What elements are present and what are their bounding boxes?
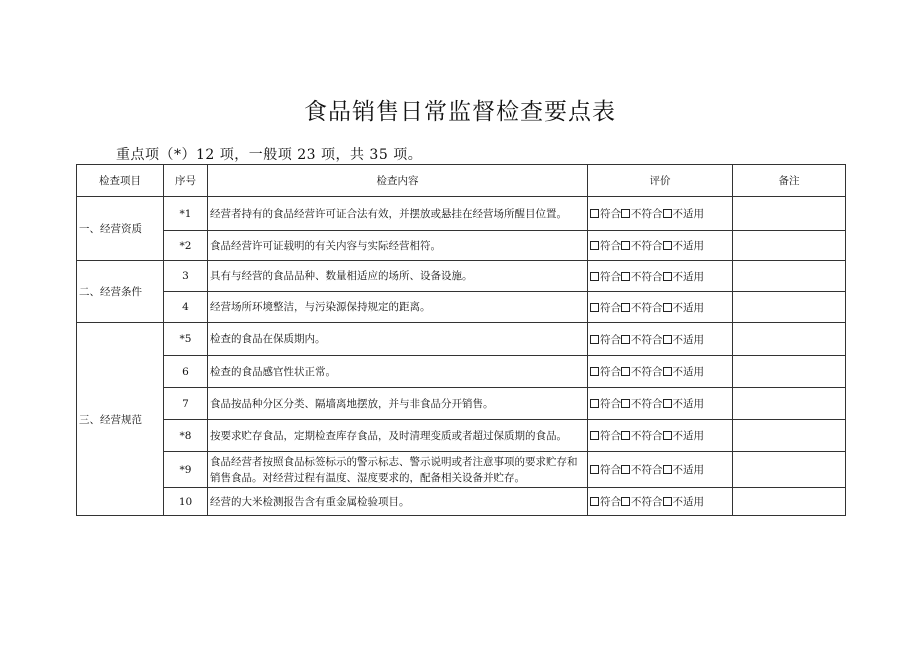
row-seq: *1: [164, 197, 208, 231]
checkbox-icon[interactable]: [663, 335, 672, 344]
inspection-table: [76, 164, 846, 516]
section-name: 一、经营资质: [77, 197, 164, 261]
header-item: 检查项目: [77, 165, 164, 197]
table-row: [77, 388, 846, 420]
checkbox-icon[interactable]: [590, 241, 599, 250]
checkbox-icon[interactable]: [590, 303, 599, 312]
evaluation-option-label: 符合: [600, 398, 621, 410]
row-remarks[interactable]: [733, 323, 846, 356]
row-evaluation: [588, 323, 733, 356]
row-remarks[interactable]: [733, 452, 846, 488]
checkbox-icon[interactable]: [590, 497, 599, 506]
evaluation-option-label: 不适用: [672, 333, 704, 346]
row-content: 食品经营者按照食品标签标示的警示标志、警示说明或者注意事项的要求贮存和销售食品。对经营过程有温度、湿度要求的，配备相关设备并贮存。: [208, 452, 588, 488]
checkbox-icon[interactable]: [663, 272, 672, 281]
evaluation-option-label: 符合: [600, 208, 621, 220]
table-row: [77, 488, 846, 516]
row-evaluation: [588, 452, 733, 488]
row-seq: 6: [164, 356, 208, 388]
checkbox-icon[interactable]: [590, 399, 599, 408]
evaluation-option-label: 不符合: [631, 366, 663, 378]
table-header-row: [77, 165, 846, 197]
table-row: [77, 356, 846, 388]
row-content: 食品按品种分区分类、隔墙离地摆放，并与非食品分开销售。: [208, 388, 588, 420]
checkbox-icon[interactable]: [663, 497, 672, 506]
row-evaluation: [588, 356, 733, 388]
row-seq: *2: [164, 231, 208, 261]
row-seq: 7: [164, 388, 208, 420]
evaluation-option-label: 不适用: [672, 240, 704, 252]
section-name: 三、经营规范: [77, 323, 164, 516]
document-title: 食品销售日常监督检查要点表: [304, 99, 616, 125]
row-remarks[interactable]: [733, 292, 846, 323]
checkbox-icon[interactable]: [590, 431, 599, 440]
checkbox-icon[interactable]: [663, 399, 672, 408]
row-seq: *5: [164, 323, 208, 356]
checkbox-icon[interactable]: [663, 209, 672, 218]
evaluation-option-label: 不符合: [631, 496, 663, 508]
row-content: 检查的食品在保质期内。: [208, 323, 588, 356]
evaluation-option-label: 不适用: [672, 301, 704, 314]
checkbox-icon[interactable]: [590, 367, 599, 376]
row-remarks[interactable]: [733, 261, 846, 292]
row-content: 具有与经营的食品品种、数量相适应的场所、设备设施。: [208, 261, 588, 292]
row-evaluation: [588, 261, 733, 292]
row-content: 按要求贮存食品，定期检查库存食品，及时清理变质或者超过保质期的食品。: [208, 420, 588, 452]
checkbox-icon[interactable]: [663, 241, 672, 250]
checkbox-icon[interactable]: [590, 335, 599, 344]
row-remarks[interactable]: [733, 388, 846, 420]
evaluation-option-label: 不符合: [631, 208, 663, 220]
evaluation-option-label: 不符合: [631, 240, 663, 252]
checkbox-icon[interactable]: [621, 303, 630, 312]
header-evaluation: 评价: [588, 165, 733, 197]
header-remarks: 备注: [733, 165, 846, 197]
checkbox-icon[interactable]: [590, 465, 599, 474]
checkbox-icon[interactable]: [590, 272, 599, 281]
evaluation-option-label: 不适用: [672, 430, 704, 442]
table-row: [77, 323, 846, 356]
row-seq: *9: [164, 452, 208, 488]
row-seq: 4: [164, 292, 208, 323]
evaluation-option-label: 符合: [600, 496, 621, 508]
row-seq: 3: [164, 261, 208, 292]
row-evaluation: [588, 231, 733, 261]
evaluation-option-label: 符合: [600, 301, 621, 314]
row-remarks[interactable]: [733, 231, 846, 261]
item-count-summary: 重点项（*）12 项，一般项 23 项，共 35 项。: [116, 147, 423, 163]
evaluation-option-label: 不适用: [672, 270, 704, 283]
evaluation-option-label: 不符合: [631, 430, 663, 442]
evaluation-option-label: 不符合: [631, 398, 663, 410]
evaluation-option-label: 符合: [600, 430, 621, 442]
evaluation-option-label: 符合: [600, 333, 621, 346]
evaluation-option-label: 不符合: [631, 270, 663, 283]
row-evaluation: [588, 388, 733, 420]
row-evaluation: [588, 292, 733, 323]
evaluation-option-label: 不符合: [631, 464, 663, 476]
checkbox-icon[interactable]: [621, 209, 630, 218]
checkbox-icon[interactable]: [621, 497, 630, 506]
checkbox-icon[interactable]: [663, 465, 672, 474]
evaluation-option-label: 符合: [600, 270, 621, 283]
table-row: [77, 261, 846, 292]
checkbox-icon[interactable]: [663, 431, 672, 440]
checkbox-icon[interactable]: [621, 367, 630, 376]
row-seq: *8: [164, 420, 208, 452]
evaluation-option-label: 不符合: [631, 333, 663, 346]
row-content: 经营场所环境整洁，与污染源保持规定的距离。: [208, 292, 588, 323]
table-body: [77, 197, 846, 516]
table-row: [77, 231, 846, 261]
evaluation-option-label: 符合: [600, 366, 621, 378]
header-content: 检查内容: [208, 165, 588, 197]
row-content: 检查的食品感官性状正常。: [208, 356, 588, 388]
table-row: [77, 197, 846, 231]
table-row: [77, 420, 846, 452]
evaluation-option-label: 符合: [600, 464, 621, 476]
row-content: 食品经营许可证载明的有关内容与实际经营相符。: [208, 231, 588, 261]
section-name: 二、经营条件: [77, 261, 164, 323]
row-remarks[interactable]: [733, 488, 846, 516]
header-seq: 序号: [164, 165, 208, 197]
row-remarks[interactable]: [733, 197, 846, 231]
row-evaluation: [588, 197, 733, 231]
row-seq: 10: [164, 488, 208, 516]
checkbox-icon[interactable]: [621, 465, 630, 474]
evaluation-option-label: 不适用: [672, 208, 704, 220]
checkbox-icon[interactable]: [621, 335, 630, 344]
checkbox-icon[interactable]: [621, 431, 630, 440]
checkbox-icon[interactable]: [663, 303, 672, 312]
checkbox-icon[interactable]: [621, 241, 630, 250]
row-content: 经营的大米检测报告含有重金属检验项目。: [208, 488, 588, 516]
row-content: 经营者持有的食品经营许可证合法有效，并摆放或悬挂在经营场所醒目位置。: [208, 197, 588, 231]
table-row: [77, 452, 846, 488]
checkbox-icon[interactable]: [621, 272, 630, 281]
checkbox-icon[interactable]: [590, 209, 599, 218]
row-evaluation: [588, 488, 733, 516]
row-remarks[interactable]: [733, 356, 846, 388]
evaluation-option-label: 不适用: [672, 464, 704, 476]
row-remarks[interactable]: [733, 420, 846, 452]
evaluation-option-label: 不符合: [631, 301, 663, 314]
evaluation-option-label: 符合: [600, 240, 621, 252]
row-evaluation: [588, 420, 733, 452]
checkbox-icon[interactable]: [663, 367, 672, 376]
checkbox-icon[interactable]: [621, 399, 630, 408]
evaluation-option-label: 不适用: [672, 398, 704, 410]
evaluation-option-label: 不适用: [672, 366, 704, 378]
evaluation-option-label: 不适用: [672, 496, 704, 508]
table-row: [77, 292, 846, 323]
